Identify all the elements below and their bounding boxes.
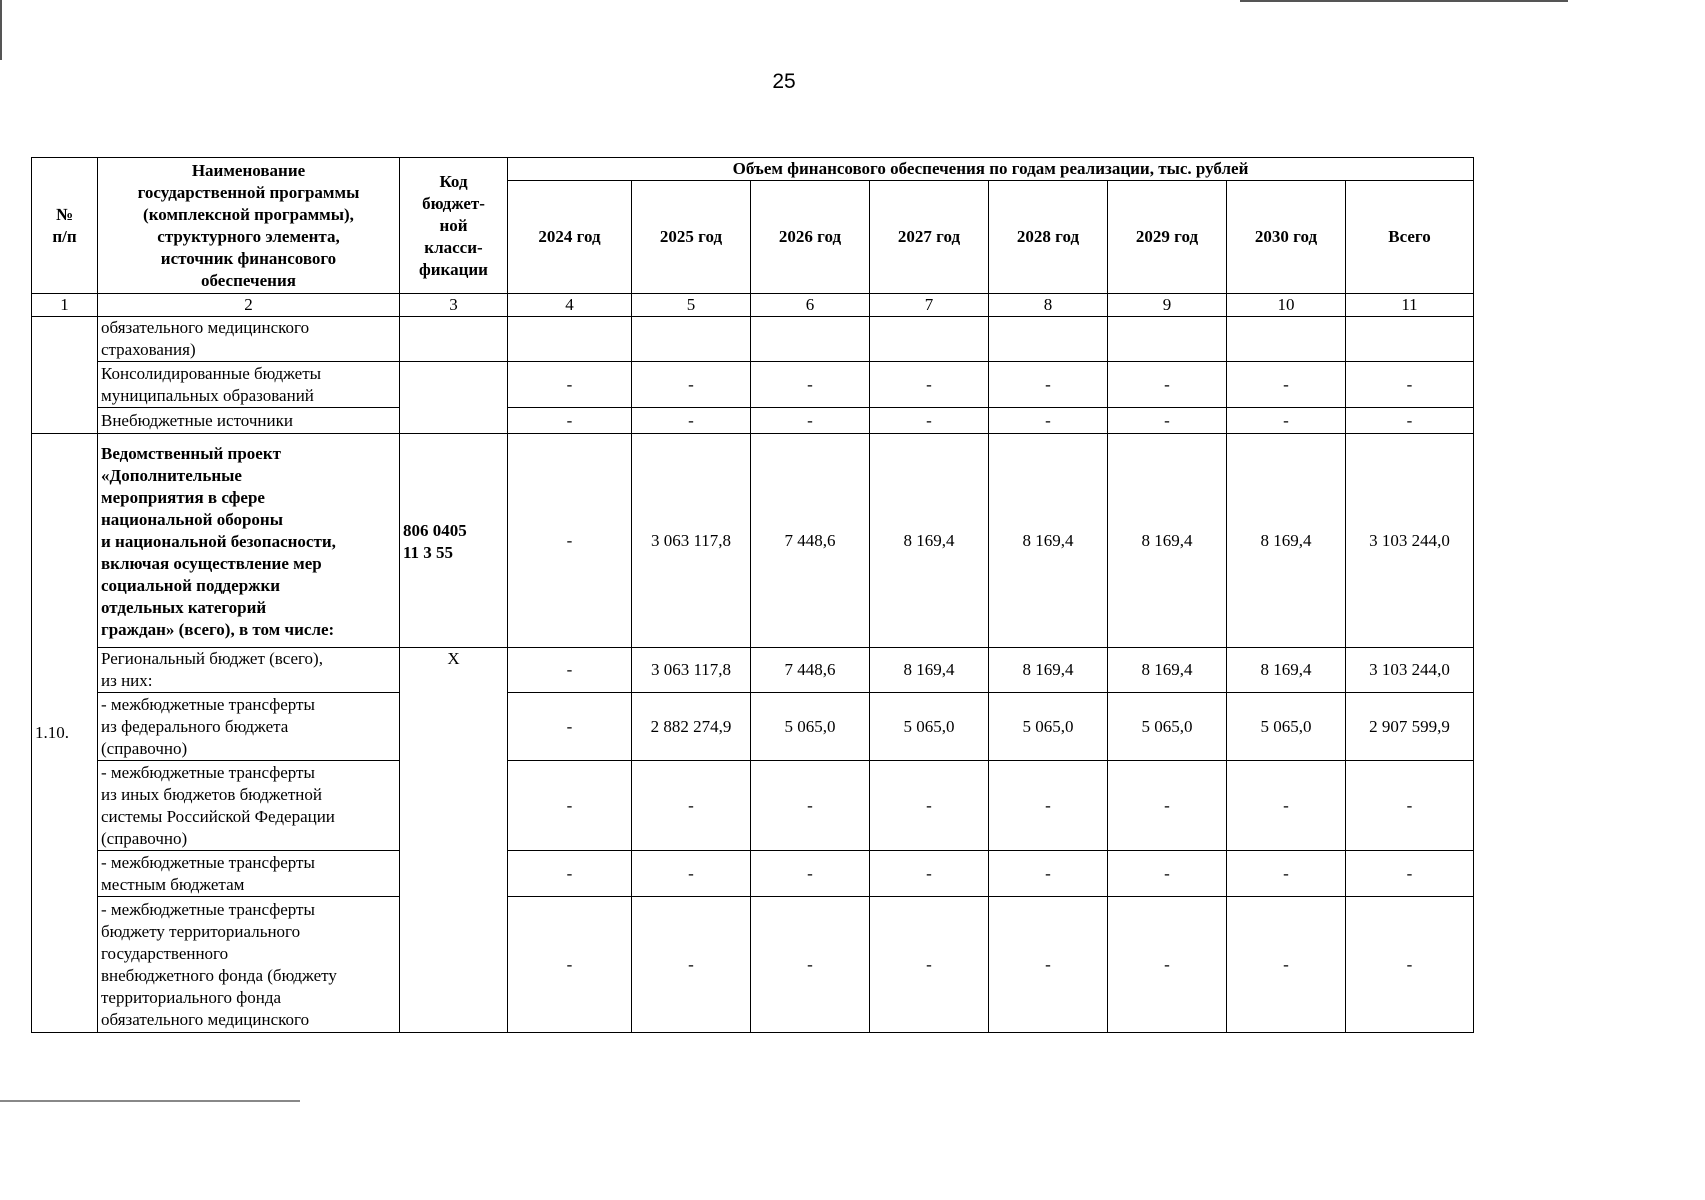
cell-2029: - (1108, 851, 1227, 897)
table-row (32, 761, 1474, 851)
cell-2030: - (1227, 761, 1346, 851)
cell-2028 (989, 317, 1108, 362)
row-name: Региональный бюджет (всего), из них: (98, 648, 400, 693)
cell-2026: - (751, 851, 870, 897)
header-year-2024: 2024 год (508, 181, 632, 294)
row-name: - межбюджетные трансферты местным бюджетам (98, 851, 400, 897)
cell-2029: - (1108, 761, 1227, 851)
cell-2028: - (989, 761, 1108, 851)
cell-2025: - (632, 897, 751, 1033)
cell-2027 (870, 317, 989, 362)
table-row (32, 434, 1474, 648)
cell-2030: - (1227, 408, 1346, 434)
cell-total: 3 103 244,0 (1346, 434, 1474, 648)
cell-total: 3 103 244,0 (1346, 648, 1474, 693)
cell-2027: - (870, 897, 989, 1033)
financing-table (31, 157, 1474, 1033)
cell-2025: - (632, 408, 751, 434)
cell-total: - (1346, 408, 1474, 434)
cell-2024: - (508, 851, 632, 897)
cell-2027: - (870, 851, 989, 897)
header-num: № п/п (32, 158, 98, 294)
cell-2030: 8 169,4 (1227, 434, 1346, 648)
cell-2030: - (1227, 851, 1346, 897)
column-number: 1 (32, 294, 98, 317)
header-total: Всего (1346, 181, 1474, 294)
table-row (32, 851, 1474, 897)
cell-2024: - (508, 362, 632, 408)
table-row (32, 897, 1474, 1033)
cell-2029: 5 065,0 (1108, 693, 1227, 761)
cell-2029 (1108, 317, 1227, 362)
cell-2028: 8 169,4 (989, 648, 1108, 693)
cell-2027: - (870, 408, 989, 434)
cell-2025: 3 063 117,8 (632, 648, 751, 693)
cell-2027: 8 169,4 (870, 648, 989, 693)
column-number: 9 (1108, 294, 1227, 317)
column-number: 6 (751, 294, 870, 317)
table-row (32, 362, 1474, 408)
cell-total (1346, 317, 1474, 362)
cell-2030: - (1227, 362, 1346, 408)
row-code (400, 317, 508, 362)
cell-2029: - (1108, 897, 1227, 1033)
column-number: 4 (508, 294, 632, 317)
row-name: Ведомственный проект «Дополнительные мероприятия в сфере национальной обороны и национальной безопасности, включая осуществление мер социальной поддержки отдельных категорий граждан» (всего), в том числе: (98, 434, 400, 648)
page-number: 25 (772, 70, 796, 93)
cell-2026: - (751, 761, 870, 851)
cell-total: - (1346, 362, 1474, 408)
cell-2026: - (751, 408, 870, 434)
header-year-2027: 2027 год (870, 181, 989, 294)
column-number: 7 (870, 294, 989, 317)
cell-2027: - (870, 761, 989, 851)
cell-total: 2 907 599,9 (1346, 693, 1474, 761)
cell-2030: 8 169,4 (1227, 648, 1346, 693)
cell-total: - (1346, 851, 1474, 897)
table-row (32, 317, 1474, 362)
row-name: - межбюджетные трансферты из федерального бюджета (справочно) (98, 693, 400, 761)
row-name: Консолидированные бюджеты муниципальных образований (98, 362, 400, 408)
scan-border-top-right (1240, 0, 1568, 2)
cell-2028: 8 169,4 (989, 434, 1108, 648)
cell-2024: - (508, 897, 632, 1033)
table-row (32, 648, 1474, 693)
cell-2027: 5 065,0 (870, 693, 989, 761)
header-year-2026: 2026 год (751, 181, 870, 294)
header-volume: Объем финансового обеспечения по годам реализации, тыс. рублей (508, 158, 1474, 181)
cell-2028: - (989, 362, 1108, 408)
scan-border-bottom-left (0, 1100, 300, 1102)
header-year-2030: 2030 год (1227, 181, 1346, 294)
header-code: Код бюджет- ной класси- фикации (400, 158, 508, 294)
header-year-2028: 2028 год (989, 181, 1108, 294)
table-row (32, 693, 1474, 761)
column-numbers-row (32, 294, 1474, 317)
cell-2030: 5 065,0 (1227, 693, 1346, 761)
header-name: Наименование государственной программы (комплексной программы), структурного элемента, источник финансового обеспечения (98, 158, 400, 294)
table-row (32, 408, 1474, 434)
cell-2024: - (508, 434, 632, 648)
cell-2029: 8 169,4 (1108, 434, 1227, 648)
cell-2026: 7 448,6 (751, 648, 870, 693)
cell-2027: 8 169,4 (870, 434, 989, 648)
cell-2028: - (989, 851, 1108, 897)
cell-2024: - (508, 761, 632, 851)
cell-2030: - (1227, 897, 1346, 1033)
row-name: Внебюджетные источники (98, 408, 400, 434)
cell-2028: - (989, 897, 1108, 1033)
row-code: 806 0405 11 3 55 (400, 434, 508, 648)
cell-2029: 8 169,4 (1108, 648, 1227, 693)
cell-2029: - (1108, 408, 1227, 434)
cell-2026: 5 065,0 (751, 693, 870, 761)
cell-2029: - (1108, 362, 1227, 408)
column-number: 3 (400, 294, 508, 317)
cell-2030 (1227, 317, 1346, 362)
cell-total: - (1346, 761, 1474, 851)
cell-2024: - (508, 693, 632, 761)
row-number (32, 317, 98, 434)
scan-border-left (0, 0, 2, 60)
row-number: 1.10. (32, 434, 98, 1033)
row-name: - межбюджетные трансферты из иных бюджетов бюджетной системы Российской Федерации (справочно) (98, 761, 400, 851)
cell-2028: - (989, 408, 1108, 434)
cell-2024: - (508, 408, 632, 434)
cell-2026: 7 448,6 (751, 434, 870, 648)
cell-total: - (1346, 897, 1474, 1033)
cell-2026 (751, 317, 870, 362)
column-number: 5 (632, 294, 751, 317)
cell-2025: - (632, 761, 751, 851)
cell-2028: 5 065,0 (989, 693, 1108, 761)
row-name: - межбюджетные трансферты бюджету территориального государственного внебюджетного фонда (бюджету территориального фонда обязательного медицинского (98, 897, 400, 1033)
column-number: 2 (98, 294, 400, 317)
cell-2024 (508, 317, 632, 362)
cell-2025: - (632, 362, 751, 408)
column-number: 8 (989, 294, 1108, 317)
cell-2025: - (632, 851, 751, 897)
header-year-2025: 2025 год (632, 181, 751, 294)
row-code (400, 362, 508, 434)
column-number: 10 (1227, 294, 1346, 317)
cell-2025 (632, 317, 751, 362)
header-year-2029: 2029 год (1108, 181, 1227, 294)
cell-2027: - (870, 362, 989, 408)
cell-2024: - (508, 648, 632, 693)
row-name: обязательного медицинского страхования) (98, 317, 400, 362)
cell-2025: 2 882 274,9 (632, 693, 751, 761)
column-number: 11 (1346, 294, 1474, 317)
cell-2026: - (751, 897, 870, 1033)
row-code: X (400, 648, 508, 1033)
cell-2025: 3 063 117,8 (632, 434, 751, 648)
cell-2026: - (751, 362, 870, 408)
